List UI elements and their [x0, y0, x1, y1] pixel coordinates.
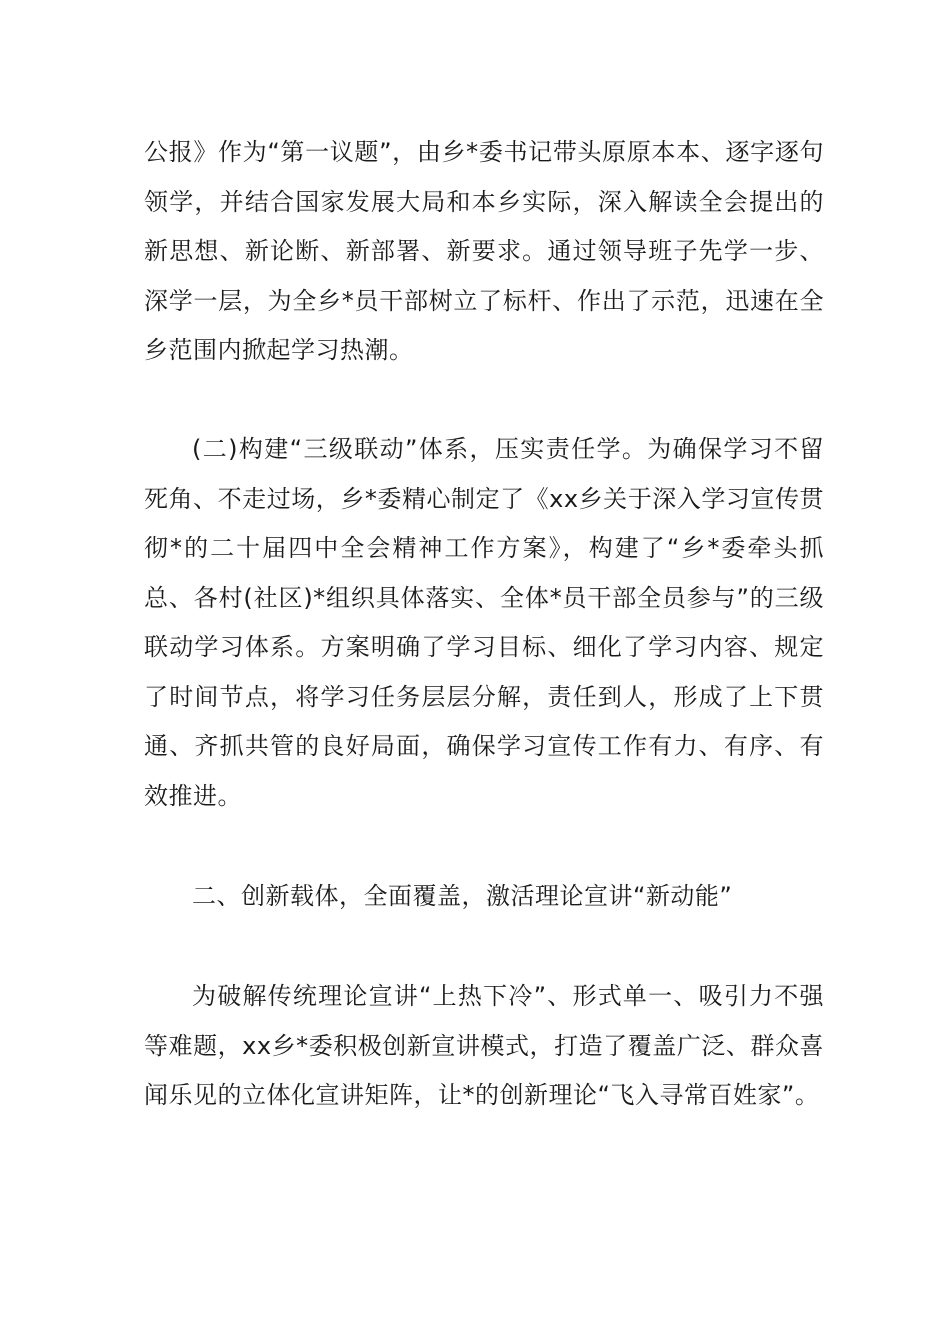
- paragraph-propaganda-matrix: 为破解传统理论宣讲“上热下冷”、形式单一、吸引力不强等难题，xx乡*委积极创新宣讲模式，打造了覆盖广泛、群众喜闻乐见的立体化宣讲矩阵，让*的创新理论“飞入寻常百姓家”。: [144, 982, 824, 1109]
- paragraph-continuation: 公报》作为“第一议题”，由乡*委书记带头原原本本、逐字逐句领学，并结合国家发展大局和本乡实际，深入解读全会提出的新思想、新论断、新部署、新要求。通过领导班子先学一步、深学一层，为全乡*员干部树立了标杆、作出了示范，迅速在全乡范围内掀起学习热潮。: [144, 138, 824, 364]
- section-heading-innovation: 二、创新载体，全面覆盖，激活理论宣讲“新动能”: [192, 882, 733, 910]
- paragraph-three-level-system: (二)构建“三级联动”体系，压实责任学。为确保学习不留死角、不走过场，乡*委精心制定了《xx乡关于深入学习宣传贯彻*的二十届四中全会精神工作方案》，构建了“乡*委牵头抓总、各村(社区)*组织具体落实、全体*员干部全员参与”的三级联动学习体系。方案明确了学习目标、细化了学习内容、规定了时间节点，将学习任务层层分解，责任到人，形成了上下贯通、齐抓共管的良好局面，确保学习宣传工作有力、有序、有效推进。: [144, 435, 824, 810]
